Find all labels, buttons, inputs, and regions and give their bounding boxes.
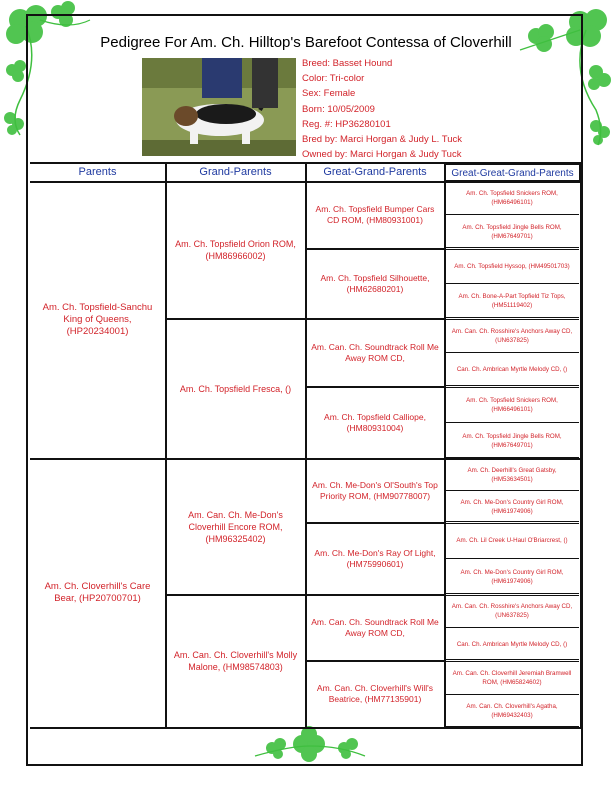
bred-by-text: Bred by: Marci Horgan & Judy L. Tuck xyxy=(302,134,462,146)
ggg-parent-3: Am. Ch. Topsfield Hyssop, (HM49501703) xyxy=(454,262,570,270)
table-bottom-border xyxy=(30,727,581,729)
header-parents: Parents xyxy=(78,166,117,178)
ggg-parent-5: Am. Can. Ch. Rosshire's Anchors Away CD, (UN637825) xyxy=(451,327,573,344)
great-grandparent-7: Am. Can. Ch. Soundtrack Roll Me Away ROM CD, xyxy=(311,616,439,638)
ggg-parent-14: Can. Ch. Ambrican Myrtle Melody CD, () xyxy=(456,640,568,648)
great-grandparent-8: Am. Can. Ch. Cloverhill's Will's Beatrice, (HM77135901) xyxy=(316,683,434,704)
page-title: Pedigree For Am. Ch. Hilltop's Barefoot Contessa of Cloverhill xyxy=(100,34,512,51)
col-divider-4 xyxy=(580,162,582,727)
registration-text: Reg. #: HP36280101 xyxy=(302,118,391,130)
great-grandparent-5: Am. Ch. Me-Don's Ol'South's Top Priority ROM, (HM90778007) xyxy=(312,479,438,501)
header-great-great-grandparents: Great-Great-Grand-Parents xyxy=(445,164,580,181)
ggg-parent-12: Am. Ch. Me-Don's Country Girl ROM, (HM61974906) xyxy=(460,568,564,585)
grandparent-2: Am. Ch. Topsfield Fresca, () xyxy=(179,383,292,394)
ggg-parent-9: Am. Ch. Deerhill's Great Gatsby, (HM53634501) xyxy=(467,466,557,483)
header-great-grandparents: Great-Grand-Parents xyxy=(323,166,427,178)
sex-text: Sex: Female xyxy=(302,88,356,100)
dog-photo xyxy=(142,58,296,156)
header-grandparents: Grand-Parents xyxy=(199,166,272,178)
parent-sire: Am. Ch. Topsfield-Sanchu King of Queens, (HP20234001) xyxy=(42,302,153,337)
ggg-parent-15: Am. Can. Ch. Cloverhill Jeremiah Bramwell ROM, (HM65824602) xyxy=(452,669,572,686)
ggg-parent-16: Am. Can. Ch. Cloverhill's Agatha, (HM69432403) xyxy=(466,703,558,719)
ggg-parent-4: Am. Ch. Bone-A-Part Topfield Tiz Tops, (HM51119402) xyxy=(458,293,566,309)
great-grandparent-4: Am. Ch. Topsfield Calliope, (HM80931004) xyxy=(324,411,426,433)
dog-info xyxy=(302,56,462,162)
owned-by-text: Owned by: Marci Horgan & Judy Tuck xyxy=(302,149,462,161)
great-grandparent-3: Am. Can. Ch. Soundtrack Roll Me Away ROM CD, xyxy=(311,341,439,363)
grandparent-1: Am. Ch. Topsfield Orion ROM, (HM86966002) xyxy=(175,239,296,261)
color-text: Color: Tri-color xyxy=(302,73,365,85)
parent-dam: Am. Ch. Cloverhill's Care Bear, (HP20700701) xyxy=(44,581,151,604)
ggg-parent-8: Am. Ch. Topsfield Jingle Bells ROM, (HM67649701) xyxy=(462,432,562,449)
great-grandparent-6: Am. Ch. Me-Don's Ray Of Light, (HM75990601) xyxy=(314,547,436,569)
ggg-parent-7: Am. Ch. Topsfield Snickers ROM, (HM66496101) xyxy=(466,396,558,413)
great-grandparent-1: Am. Ch. Topsfield Bumper Cars CD ROM, (HM80931001) xyxy=(315,204,435,225)
ggg-parent-1: Am. Ch. Topsfield Snickers ROM, (HM66496101) xyxy=(466,190,558,206)
grandparent-3: Am. Can. Ch. Me-Don's Cloverhill Encore ROM, (HM96325402) xyxy=(188,509,283,544)
ggg-parent-2: Am. Ch. Topsfield Jingle Bells ROM, (HM67649701) xyxy=(462,223,562,240)
grandparent-4: Am. Can. Ch. Cloverhill's Molly Malone, (HM98574803) xyxy=(173,650,298,672)
ggg-parent-10: Am. Ch. Me-Don's Country Girl ROM, (HM61974906) xyxy=(460,498,564,515)
ggg-parent-6: Can. Ch. Ambrican Myrtle Melody CD, () xyxy=(456,366,568,373)
born-text: Born: 10/05/2009 xyxy=(302,103,375,115)
ggg-parent-11: Am. Ch. Lil Creek U-Haul O'Briarcrest, () xyxy=(456,537,568,544)
ggg-parent-13: Am. Can. Ch. Rosshire's Anchors Away CD, (UN637825) xyxy=(451,603,573,619)
breed-text: Breed: Basset Hound xyxy=(302,58,393,69)
great-grandparent-2: Am. Ch. Topsfield Silhouette, (HM62680201) xyxy=(320,272,430,294)
